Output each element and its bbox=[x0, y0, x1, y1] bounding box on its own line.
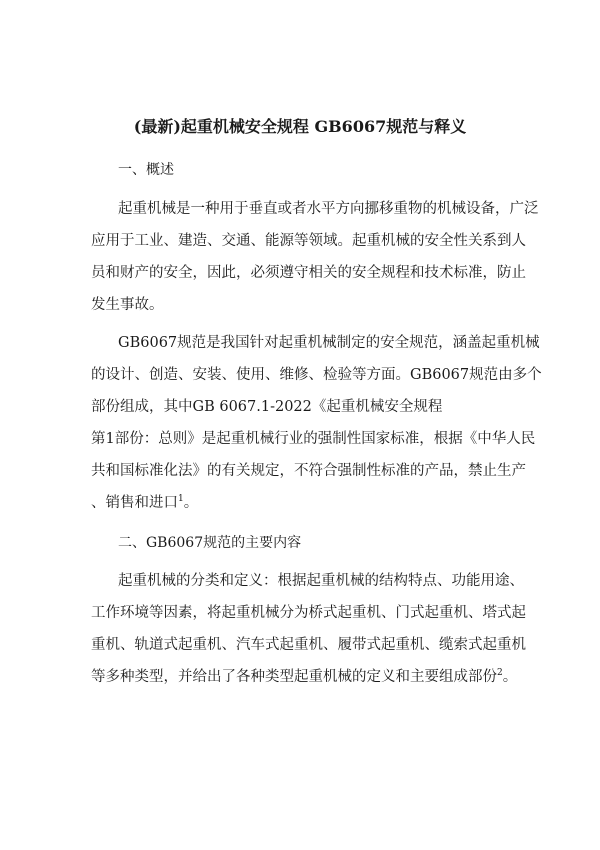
paragraph-line-with-footnote bbox=[91, 661, 521, 693]
paragraph-line: 第1部份：总则》是起重机械行业的强制性国家标准，根据《中华人民 bbox=[91, 431, 536, 447]
paragraph-line: 共和国标准化法》的有关规定，不符合强制性标准的产品，禁止生产 bbox=[91, 463, 526, 479]
paragraph-text: 、销售和进口 bbox=[91, 495, 178, 511]
footnote-marker: 1 bbox=[178, 494, 184, 505]
paragraph-end-punctuation: 。 bbox=[502, 669, 518, 685]
paragraph-text: 等多种类型，并给出了各种类型起重机械的定义和主要组成部份 bbox=[91, 669, 497, 685]
document-title: (最新)起重机械安全规程 GB6067规范与释义 bbox=[133, 117, 467, 136]
paragraph-line: 起重机械的分类和定义：根据起重机械的结构特点、功能用途、 bbox=[118, 573, 524, 589]
paragraph-end-punctuation: 。 bbox=[183, 495, 199, 511]
paragraph-line: 的设计、创造、安装、使用、维修、检验等方面。GB6067规范由多个 bbox=[91, 367, 542, 383]
paragraph-overview-intro bbox=[91, 193, 539, 321]
footnote-marker: 2 bbox=[497, 668, 503, 679]
paragraph-line: 工作环境等因素，将起重机械分为桥式起重机、门式起重机、塔式起 bbox=[91, 605, 526, 621]
paragraph-line: 员和财产的安全，因此，必须遵守相关的安全规程和技术标准，防止 bbox=[91, 265, 526, 281]
section-heading-main-content: 二、GB6067规范的主要内容 bbox=[118, 535, 302, 551]
paragraph-line: GB6067规范是我国针对起重机械制定的安全规范，涵盖起重机械 bbox=[118, 335, 540, 351]
paragraph-line-with-footnote bbox=[91, 487, 521, 519]
paragraph-crane-classification bbox=[91, 565, 526, 693]
paragraph-gb6067-intro bbox=[91, 327, 542, 519]
paragraph-line: 起重机械是一种用于垂直或者水平方向挪移重物的机械设备，广泛 bbox=[118, 201, 539, 217]
section-heading-overview: 一、概述 bbox=[118, 162, 174, 178]
paragraph-line: 应用于工业、建造、交通、能源等领域。起重机械的安全性关系到人 bbox=[91, 233, 526, 249]
paragraph-line: 部份组成，其中GB 6067.1-2022《起重机械安全规程 bbox=[91, 399, 443, 415]
paragraph-line: 重机、轨道式起重机、汽车式起重机、履带式起重机、缆索式起重机 bbox=[91, 637, 526, 653]
paragraph-line: 发生事故。 bbox=[91, 297, 164, 313]
